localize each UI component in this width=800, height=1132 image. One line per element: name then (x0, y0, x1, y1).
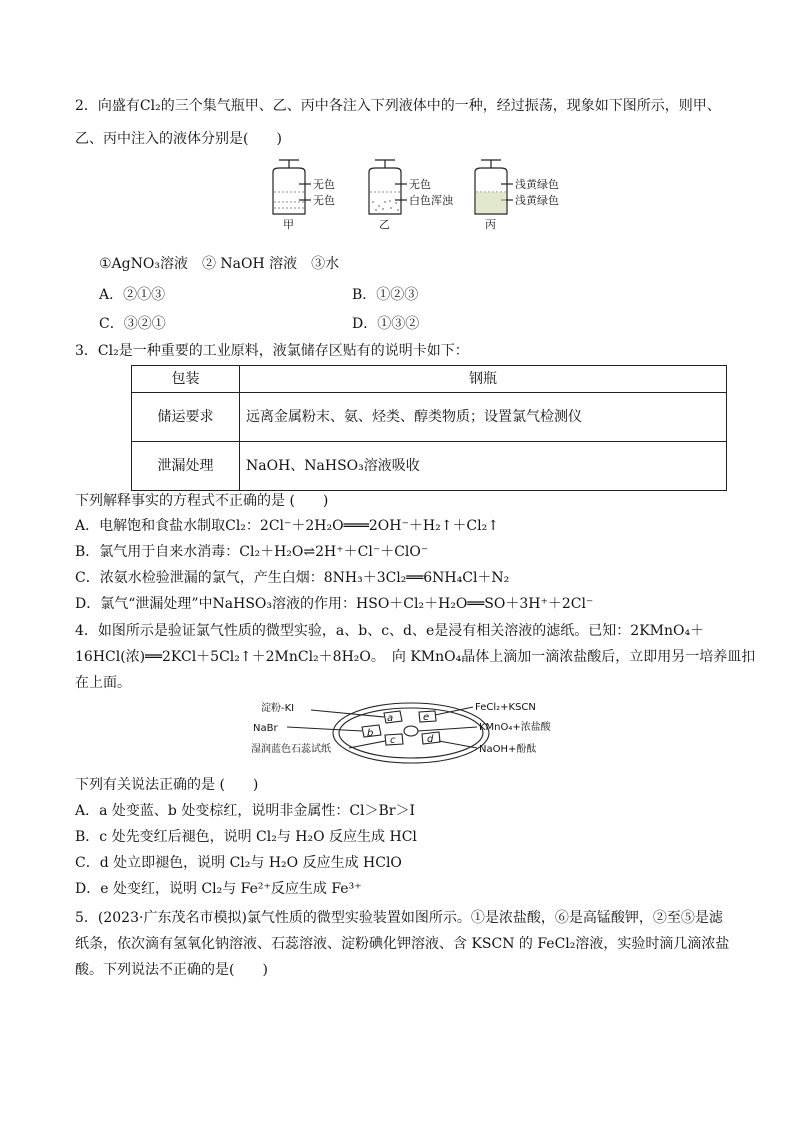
q4-option-c: C．d 处立即褪色，说明 Cl₂与 H₂O 反应生成 HClO (75, 855, 402, 871)
q3-option-b: B．氯气用于自来水消毒：Cl₂＋H₂O⇌2H⁺＋Cl⁻＋ClO⁻ (75, 544, 429, 560)
paper-e-label: e (423, 712, 430, 723)
bottle1-name: 甲 (283, 218, 294, 230)
q4-option-a: A．a 处变蓝、b 处变棕红，说明非金属性：Cl＞Br＞I (75, 803, 416, 819)
q3-option-c: C．浓氨水检验泄漏的氯气，产生白烟：8NH₃＋3Cl₂══6NH₄Cl＋N₂ (75, 570, 510, 586)
table-cell-head: 泄漏处理 (132, 442, 240, 491)
q2-option-c: C．③②① (99, 316, 166, 332)
q5-stem-line3: 酸。下列说法不正确的是( ) (75, 962, 268, 978)
paper-a-label: a (387, 713, 394, 724)
kmno4-hcl-label: KMnO₄+浓盐酸 (479, 722, 551, 733)
q4-stem-line1: 4．如图所示是验证氯气性质的微型实验，a、b、c、d、e是浸有相关溶液的滤纸。已知：2KMnO₄＋ (75, 623, 705, 639)
table-row (132, 442, 727, 491)
q4-petri-dish-figure (247, 697, 577, 769)
q2-option-b: B．①②③ (352, 287, 419, 303)
table-row (132, 393, 727, 442)
bottle2-name: 乙 (379, 218, 390, 230)
bottle3-lower-label: 浅黄绿色 (515, 194, 559, 207)
table-cell-value: 钢瓶 (240, 366, 727, 393)
q2-option-a: A．②①③ (99, 287, 166, 303)
fecl2-kscn-label: FeCl₂+KSCN (475, 702, 536, 713)
naoh-phenolphthalein-label: NaOH+酚酞 (479, 744, 537, 755)
table-row (132, 366, 727, 393)
paper-d-label: d (427, 734, 434, 745)
paper-c-label: c (390, 735, 396, 746)
table-cell-head: 包装 (132, 366, 240, 393)
q4-stem-line3: 在上面。 (75, 675, 131, 691)
q2-bottles-figure (265, 158, 595, 230)
bottle3-upper-label: 浅黄绿色 (515, 178, 559, 191)
q5-stem-line2: 纸条，依次滴有氢氧化钠溶液、石蕊溶液、淀粉碘化钾溶液、含 KSCN 的 FeCl₂溶液，实验时滴几滴浓盐 (75, 936, 730, 952)
q5-stem-line1: 5．(2023·广东茂名市模拟)氯气性质的微型实验装置如图所示。①是浓盐酸，⑥是高锰酸钾，②至⑤是滤 (75, 910, 723, 926)
q2-stem-line1: 2．向盛有Cl₂的三个集气瓶甲、乙、丙中各注入下列液体中的一种，经过振荡，现象如下图所示，则甲、 (75, 98, 721, 114)
q3-option-a: A．电解饱和食盐水制取Cl₂：2Cl⁻＋2H₂O═══2OH⁻＋H₂↑＋Cl₂↑ (75, 518, 499, 534)
q4-option-d: D．e 处变红，说明 Cl₂与 Fe²⁺反应生成 Fe³⁺ (75, 881, 362, 897)
table-cell-head: 储运要求 (132, 393, 240, 442)
bottle1-lower-label: 无色 (313, 194, 335, 207)
table-cell-value: 远离金属粉末、氨、烃类、醇类物质；设置氯气检测仪 (240, 393, 727, 442)
q3-question: 下列解释事实的方程式不正确的是 ( ) (75, 493, 329, 509)
table-cell-value: NaOH、NaHSO₃溶液吸收 (240, 442, 727, 491)
q3-spec-table (131, 365, 727, 491)
paper-b-label: b (367, 728, 374, 739)
starch-ki-label: 淀粉-KI (261, 703, 295, 714)
q4-option-b: B．c 处先变红后褪色，说明 Cl₂与 H₂O 反应生成 HCl (75, 829, 417, 845)
bottle1-upper-label: 无色 (313, 178, 335, 191)
q2-option-d: D．①③② (352, 316, 420, 332)
nabr-label: NaBr (253, 723, 278, 734)
q4-stem-line2: 16HCl(浓)══2KCl＋5Cl₂↑＋2MnCl₂＋8H₂O。 向 KMnO₄晶体上滴加一滴浓盐酸后，立即用另一培养皿扣 (75, 649, 756, 665)
bottle2-upper-label: 无色 (409, 178, 431, 191)
bottle3-name: 丙 (485, 218, 496, 230)
q3-stem: 3．Cl₂是一种重要的工业原料，液氯储存区贴有的说明卡如下： (75, 343, 469, 359)
q3-option-d: D．氯气“泄漏处理”中NaHSO₃溶液的作用：HSO＋Cl₂＋H₂O══SO＋3H⁺＋2Cl⁻ (75, 596, 594, 612)
blue-litmus-label: 湿润蓝色石蕊试纸 (251, 744, 331, 755)
q2-choices: ①AgNO₃溶液 ② NaOH 溶液 ③水 (99, 256, 340, 272)
bottle2-lower-label: 白色浑浊 (409, 194, 453, 207)
q2-stem-line2: 乙、丙中注入的液体分别是( ) (75, 131, 282, 147)
q4-question: 下列有关说法正确的是 ( ) (75, 777, 259, 793)
